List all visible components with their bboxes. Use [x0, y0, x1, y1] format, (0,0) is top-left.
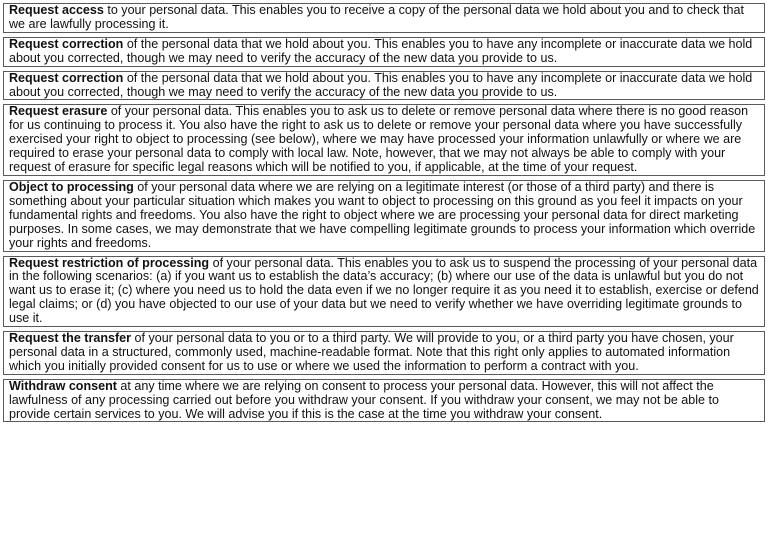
right-description: at any time where we are relying on consent to process your personal data. However, this will not affect the lawfulness of any processing carried out before you withdraw your consent. If you withdraw your consent, we may not be able to provide certain services to you. We will advise you if this is the case at the time you withdraw your consent.	[9, 378, 719, 421]
right-description: of your personal data. This enables you to ask us to delete or remove personal data where there is no good reason for us continuing to process it. You also have the right to ask us to delete or remove your personal data where you have successfully exercised your right to object to processing (see below), where we may have processed your information unlawfully or where we are required to erase your personal data to comply with local law. Note, however, that we may not always be able to comply with your request of erasure for specific legal reasons which will be notified to you, if applicable, at the time of your request.	[9, 104, 749, 175]
right-description: of your personal data. This enables you to ask us to suspend the processing of your personal data in the following scenarios: (a) if you want us to establish the data’s accuracy; (b) where our use of the data is unlawful but you do not want us to erase it; (c) where you need us to hold the data even if we no longer require it as you need it to establish, exercise or defend legal claims; or (d) you have objected to our use of your data but we need to verify whether we have overriding legitimate grounds to use it.	[9, 255, 759, 326]
right-cell	[3, 379, 765, 423]
right-description: of your personal data to you or to a third party. We will provide to you, or a third party you have chosen, your personal data in a structured, commonly used, machine-readable format. Note that this right only applies to automated information which you initially provided consent for us to use or where we used the information to perform a contract with you.	[9, 331, 734, 373]
right-title: Request the transfer	[9, 331, 132, 346]
right-row-request-transfer	[3, 331, 765, 375]
right-description: of the personal data that we hold about you. This enables you to have any incomplete or inaccurate data we hold about you corrected, though we may need to verify the accuracy of the new data you provide to us.	[9, 70, 753, 99]
right-cell	[3, 331, 765, 375]
right-row-request-restriction	[3, 256, 765, 328]
right-title: Request correction	[9, 36, 124, 51]
right-row-object-to-processing	[3, 180, 765, 252]
right-title: Request access	[9, 3, 104, 17]
right-cell	[3, 3, 765, 33]
right-cell	[3, 104, 765, 176]
right-title: Withdraw consent	[9, 378, 117, 393]
right-row-request-correction-duplicate	[3, 71, 765, 101]
right-title: Request correction	[9, 70, 124, 85]
right-cell	[3, 180, 765, 252]
right-title: Request erasure	[9, 104, 108, 119]
right-row-request-access	[3, 3, 765, 33]
right-cell	[3, 37, 765, 67]
right-description: to your personal data. This enables you to receive a copy of the personal data we hold about you and to check that we are lawfully processing it.	[9, 3, 744, 31]
right-title: Object to processing	[9, 179, 134, 194]
right-description: of the personal data that we hold about you. This enables you to have any incomplete or inaccurate data we hold about you corrected, though we may need to verify the accuracy of the new data you provide to us.	[9, 36, 753, 65]
right-cell	[3, 71, 765, 101]
right-row-request-correction	[3, 37, 765, 67]
rights-table	[3, 0, 765, 426]
right-row-request-erasure	[3, 104, 765, 176]
right-description: of your personal data where we are relying on a legitimate interest (or those of a third party) and there is something about your particular situation which makes you want to object to processing on this ground as you feel it impacts on your fundamental rights and freedoms. You also have the right to object where we are processing your personal data for direct marketing purposes. In some cases, we may demonstrate that we have compelling legitimate grounds to process your information which override your rights and freedoms.	[9, 179, 756, 250]
right-cell	[3, 256, 765, 328]
right-row-withdraw-consent	[3, 379, 765, 423]
right-title: Request restriction of processing	[9, 255, 210, 270]
